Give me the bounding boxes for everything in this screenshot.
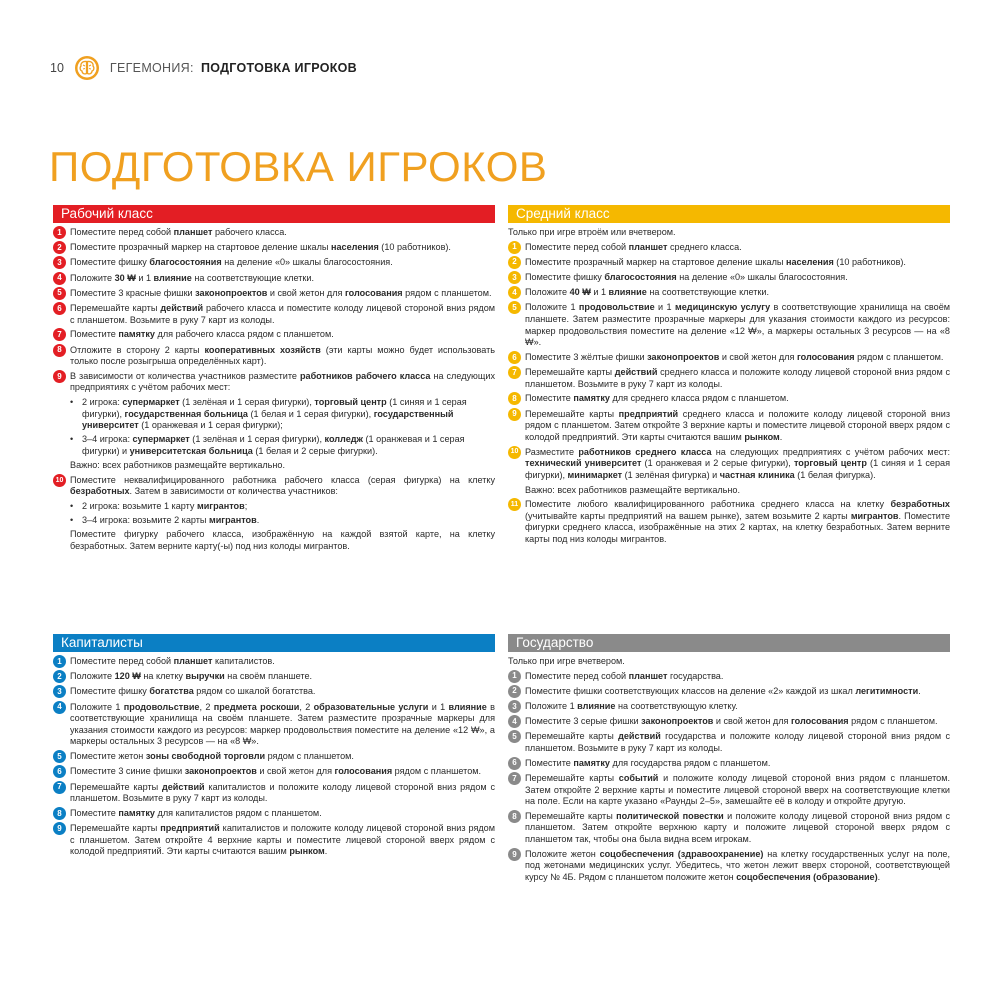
step-number-badge: 6 [508,757,521,770]
step-item [53,782,495,805]
step-item [53,345,495,368]
step-item [508,849,950,884]
step-text: Поместите памятку для государства рядом с планшетом. [525,757,771,768]
step-item [508,731,950,754]
step-number-badge: 6 [508,351,521,364]
step-number-badge: 9 [53,370,66,383]
step-text: Поместите 3 жёлтые фишки законопроектов и свой жетон для голосования рядом с планшетом. [525,351,944,362]
step-number-badge: 9 [508,848,521,861]
section-middle-class [508,205,950,549]
step-item [508,671,950,683]
step-text: Отложите в сторону 2 карты кооперативных хозяйств (эти карты можно будет использовать только после розыгрыша определённых карт). [70,344,495,367]
step-number-badge: 10 [508,446,521,459]
step-text: Перемешайте карты действий государства и положите колоду лицевой стороной вниз рядом с планшетом. Возьмите в руку 7 карт из колоды. [525,731,950,753]
header-section-name: ПОДГОТОВКА ИГРОКОВ [200,61,357,75]
steps-list [508,671,950,884]
step-item [53,303,495,326]
step-item [53,671,495,683]
step-item [53,242,495,254]
section-title: Капиталисты [53,634,495,652]
step-text: Поместите 3 красные фишки законопроектов и свой жетон для голосования рядом с планшетом. [70,287,492,298]
step-number-badge: 9 [53,822,66,835]
bullet-item: • 2 игрока: супермаркет (1 зелёная и 1 серая фигурки), торговый центр (1 синяя и 1 серая фигурки), государственная больница (1 белая и 1 серая фигурки), государственный университет (1 оранжевая и 1 серая фигурки); [70,397,495,432]
step-text: Перемешайте карты событий и положите колоду лицевой стороной вниз рядом с планшетом. Затем откройте 2 верхние карты и поместите лицевой стороной вверх на соответствующие клетки на поле. Если на карте указано «Раунды 2–5», замешайте её в колоду и откройте другую. [525,772,950,807]
step-number-badge: 7 [508,366,521,379]
step-number-badge: 5 [53,287,66,300]
step-text: Поместите фишку благосостояния на деление «0» шкалы благосостояния. [70,257,393,268]
step-text: Поместите фишки соответствующих классов на деление «2» каждой из шкал легитимности. [525,685,921,696]
step-text: Перемешайте карты действий среднего класса и положите колоду лицевой стороной вниз рядом с планшетом. Возьмите в руку 7 карт из колоды. [525,367,951,389]
step-text: Поместите фишку богатства рядом со шкалой богатства. [70,686,316,697]
step-text: Положите 1 влияние на соответствующую клетку. [525,700,738,711]
step-number-badge: 5 [53,750,66,763]
step-number-badge: 3 [53,256,66,269]
section-title: Государство [508,634,950,652]
step-item [508,811,950,846]
step-number-badge: 9 [508,408,521,421]
section-state [508,634,950,887]
step-number-badge: 2 [508,685,521,698]
important-note: Важно: всех работников размещайте вертикально. [525,484,741,495]
step-item [508,257,950,269]
step-item [508,716,950,728]
step-item [508,242,950,254]
step-number-badge: 4 [53,701,66,714]
step-item [53,766,495,778]
step-item [53,329,495,341]
step-item [53,475,495,498]
step-text: Поместите памятку для капиталистов рядом с планшетом. [70,807,322,818]
page-title: ПОДГОТОВКА ИГРОКОВ [49,143,548,190]
step-continuation: Поместите фигурку рабочего класса, изображённую на каждой взятой карте, на клетку безработных. Затем верните карту(-ы) под низ колоды мигрантов. [70,529,495,551]
step-number-badge: 8 [508,392,521,405]
step-number-badge: 10 [53,474,66,487]
bullet-item: • 2 игрока: возьмите 1 карту мигрантов; [70,501,495,513]
step-number-badge: 6 [53,765,66,778]
section-working-class [53,205,495,556]
step-item [53,371,495,394]
section-title: Рабочий класс [53,205,495,223]
step-number-badge: 1 [53,655,66,668]
step-text: Поместите фишку благосостояния на деление «0» шкалы благосостояния. [525,271,848,282]
bullet-list [70,501,495,526]
step-item [53,686,495,698]
steps-list [508,242,950,546]
step-number-badge: 4 [508,286,521,299]
step-number-badge: 5 [508,730,521,743]
step-text: Положите 1 продовольствие и 1 медицинскую услугу в соответствующие хранилища на своём планшете. Затем разместите прозрачные маркеры для указания стоимости каждого из ресурсов: маркер продовольствия поместите на деление «12 ₩», а маркеры остальных 3 ресурсов — на «8 ₩». [525,302,951,348]
step-number-badge: 11 [508,498,521,511]
step-text: Перемешайте карты предприятий среднего класса и положите колоду лицевой стороной вниз рядом с планшетом. Затем откройте 3 верхние карты и поместите лицевой стороной вверх рядом с колодой предприятий. Эти карты считаются вашим рынком. [525,408,950,442]
steps-list [53,656,495,858]
step-text: Поместите перед собой планшет рабочего класса. [70,227,287,237]
step-number-badge: 1 [53,226,66,239]
step-item [53,702,495,748]
important-note: Важно: всех работников размещайте вертикально. [70,460,286,471]
step-number-badge: 2 [508,256,521,269]
step-item [508,272,950,284]
step-item [508,409,950,444]
step-number-badge: 8 [53,807,66,820]
bullet-item: • 3–4 игрока: супермаркет (1 зелёная и 1 серая фигурки), колледж (1 оранжевая и 1 серая фигурки) и университетская больница (1 белая и 2 серые фигурки). [70,434,495,457]
step-number-badge: 8 [508,810,521,823]
step-text: Поместите неквалифицированного работника рабочего класса (серая фигурка) на клетку безработных. Затем в зависимости от количества участников: [70,474,495,497]
step-text: Поместите 3 синие фишки законопроектов и свой жетон для голосования рядом с планшетом. [70,766,482,777]
section-note: Только при игре втроём или вчетвером. [508,227,676,237]
step-item [508,302,950,348]
step-text: Положите 120 ₩ на клетку выручки на своём планшете. [70,671,313,682]
step-text: Положите 40 ₩ и 1 влияние на соответствующие клетки. [525,287,769,298]
step-text: Поместите 3 серые фишки законопроектов и свой жетон для голосования рядом с планшетом. [525,716,938,727]
step-number-badge: 3 [53,685,66,698]
step-number-badge: 1 [508,241,521,254]
step-text: Поместите прозрачный маркер на стартовое деление шкалы населения (10 работников). [70,242,451,253]
step-text: Поместите перед собой планшет капиталистов. [70,656,275,666]
step-number-badge: 5 [508,301,521,314]
step-number-badge: 2 [53,241,66,254]
step-number-badge: 7 [53,328,66,341]
step-item [508,287,950,299]
section-capitalists [53,634,495,861]
step-item [53,288,495,300]
section-title: Средний класс [508,205,950,223]
step-number-badge: 2 [53,670,66,683]
step-text: Положите жетон соцобеспечения (здравоохранение) на клетку государственных услуг на поле, под жетонами медицинских услуг. Убедитесь, что жетон лежит вверх стороной, соответствующей курсу № 4Б. Рядом с планшетом положите жетон соцобеспечения (образование). [525,848,950,883]
step-number-badge: 8 [53,344,66,357]
step-text: Поместите перед собой планшет государства. [525,670,724,681]
step-item [53,823,495,858]
step-item [508,773,950,808]
step-text: Положите 30 ₩ и 1 влияние на соответствующие клетки. [70,272,314,283]
step-item [53,656,495,668]
step-item [508,447,950,482]
step-number-badge: 4 [508,715,521,728]
section-note: Только при игре вчетвером. [508,656,625,666]
step-text: Поместите перед собой планшет среднего класса. [525,241,742,252]
step-item [508,701,950,713]
step-text: Перемешайте карты действий рабочего класса и поместите колоду лицевой стороной вниз рядом с планшетом. Возьмите в руку 7 карт из колоды. [70,302,496,325]
step-text: Разместите работников среднего класса на следующих предприятиях с учётом рабочих мест: технический университет (1 оранжевая и 2 серые фигурки), торговый центр (1 синяя и 1 серая фигурки), минимаркет (1 зелёная фигурка) и частная клиника (1 белая фигурка). [525,446,950,480]
step-item [508,686,950,698]
step-text: Поместите памятку для рабочего класса рядом с планшетом. [70,329,334,340]
step-item [53,808,495,820]
step-text: Поместите прозрачный маркер на стартовое деление шкалы населения (10 работников). [525,256,906,267]
step-item [508,352,950,364]
brain-icon [74,55,100,81]
step-number-badge: 1 [508,670,521,683]
step-item [53,227,495,239]
step-number-badge: 4 [53,272,66,285]
step-number-badge: 7 [508,772,521,785]
step-item [508,499,950,545]
step-item [508,393,950,405]
step-text: Поместите любого квалифицированного работника среднего класса на клетку безработных (учитывайте карты предприятий на вашем рынке), затем возьмите 2 карты мигрантов. Поместите фигурки среднего класса, изображённые на этих 2 картах, на клетку безработных. Затем верните карты под низ колоды мигрантов. [525,499,950,544]
step-text: Перемешайте карты предприятий капиталистов и положите колоду лицевой стороной вниз рядом с планшетом. Затем откройте 4 верхние карты и поместите лицевой стороной вверх рядом с колодой предприятий. Эти карты считаются вашим рынком. [70,823,495,857]
step-item [508,758,950,770]
page-header: 10 ГЕГЕМОНИЯ : ПОДГОТОВКА ИГРОКОВ [50,54,357,82]
step-number-badge: 7 [53,781,66,794]
step-number-badge: 3 [508,700,521,713]
step-number-badge: 3 [508,271,521,284]
step-text: В зависимости от количества участников разместите работников рабочего класса на следующих предприятиях с учётом рабочих мест: [70,370,495,393]
header-game-name: ГЕГЕМОНИЯ [109,61,190,75]
bullet-list [70,397,495,457]
step-item [53,273,495,285]
step-item [53,751,495,763]
bullet-item: • 3–4 игрока: возьмите 2 карты мигрантов. [70,515,495,527]
step-text: Поместите жетон зоны свободной торговли рядом с планшетом. [70,751,354,762]
page-number: 10 [50,61,64,75]
step-number-badge: 6 [53,302,66,315]
step-item [53,257,495,269]
steps-list [53,227,495,553]
step-text: Перемешайте карты действий капиталистов и положите колоду лицевой стороной вниз рядом с планшетом. Возьмите в руку 7 карт из колоды. [70,781,495,804]
step-text: Положите 1 продовольствие, 2 предмета роскоши, 2 образовательные услуги и 1 влияние в соответствующие хранилища на своём планшете. Затем разместите прозрачные маркеры для указания стоимости каждого из ресурсов: маркер продовольствия поместите на деление «12 ₩», а маркеры остальных 3 ресурсов — на «8 ₩». [70,701,495,747]
step-text: Перемешайте карты политической повестки и положите колоду лицевой стороной вниз рядом с планшетом. Затем откройте верхнюю карту и положите лицевой стороной вверх рядом с планшетом так, чтобы она была видна всем игрокам. [525,810,951,845]
step-text: Поместите памятку для среднего класса рядом с планшетом. [525,393,789,404]
step-item [508,367,950,390]
